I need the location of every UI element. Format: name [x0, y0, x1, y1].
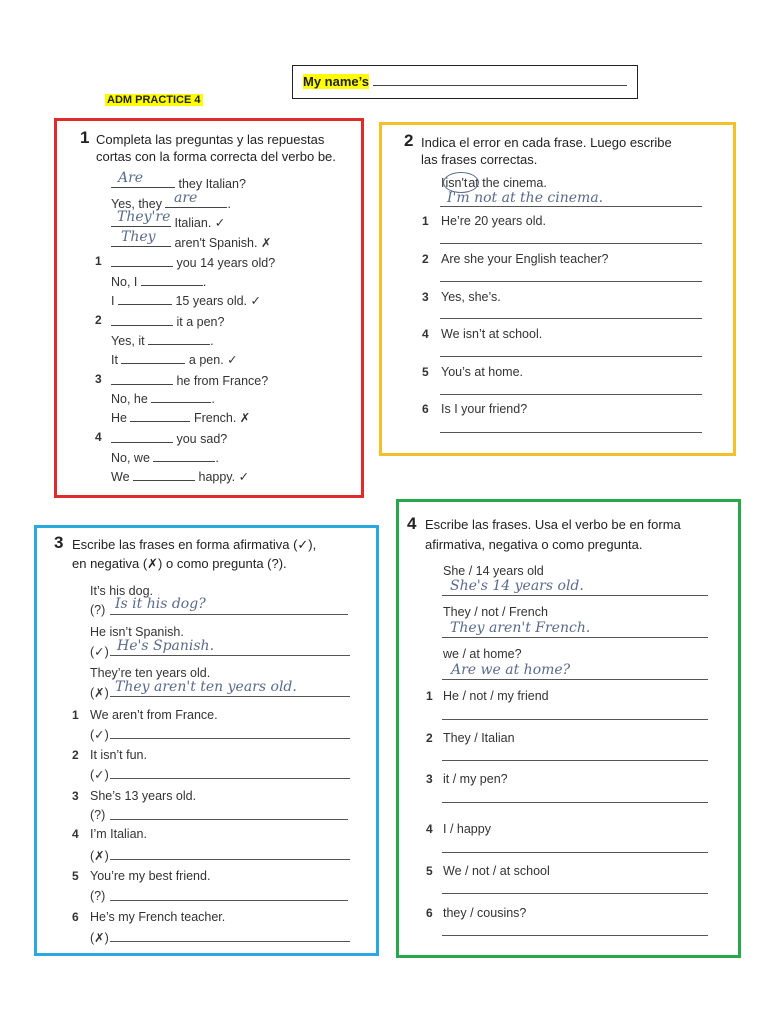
exercise-2-box [379, 122, 736, 456]
handwritten-answer: are [174, 190, 198, 206]
answer-blank[interactable] [118, 292, 172, 305]
ex2-item-number: 2 [422, 252, 429, 266]
exercise-4-number: 4 [407, 514, 417, 533]
handwritten-answer: He's Spanish. [117, 638, 215, 654]
answer-line[interactable] [440, 356, 702, 357]
ex2-example-sentence: Iisn'tat the cinema. [441, 176, 547, 190]
ex1-item-question: it a pen? [111, 313, 224, 329]
answer-blank[interactable] [111, 372, 173, 385]
ex3-item-mark: (?) [90, 889, 106, 903]
answer-line[interactable] [440, 394, 702, 395]
answer-line[interactable] [110, 738, 350, 739]
ex4-item-prompt: they / cousins? [443, 906, 527, 920]
ex2-item-number: 3 [422, 290, 429, 304]
exercise-3-instruction-line-1: Escribe las frases en forma afirmativa (✓), [72, 537, 317, 552]
answer-line [442, 637, 708, 638]
ex2-item-sentence: Are she your English teacher? [441, 252, 609, 266]
ex1-item-number: 3 [95, 372, 102, 386]
ex1-item-question: he from France? [111, 372, 268, 388]
exercise-3-number: 3 [54, 533, 64, 552]
handwritten-answer: She's 14 years old. [450, 578, 584, 594]
exercise-1-number: 1 [80, 128, 90, 147]
ex3-example-sentence: It’s his dog. [90, 584, 154, 598]
answer-line[interactable] [442, 802, 708, 803]
ex4-item-number: 5 [426, 864, 433, 878]
answer-line[interactable] [442, 760, 708, 761]
answer-blank[interactable] [141, 273, 203, 286]
ex3-item-sentence: You’re my best friend. [90, 869, 211, 883]
exercise-4-instruction-line-2: afirmativa, negativa o como pregunta. [425, 537, 643, 552]
name-field[interactable] [292, 65, 638, 99]
answer-line [110, 614, 348, 615]
ex1-example-question: they Italian? [111, 175, 246, 191]
page-title: ADM PRACTICE 4 [107, 94, 201, 106]
answer-blank[interactable] [130, 409, 190, 422]
ex4-example-prompt: They / not / French [443, 605, 548, 619]
ex1-item-number: 4 [95, 430, 102, 444]
ex1-example-negative: aren't Spanish. ✗ [111, 234, 271, 250]
ex3-item-number: 6 [72, 910, 79, 924]
answer-line[interactable] [442, 893, 708, 894]
ex3-example-sentence: He isn’t Spanish. [90, 625, 184, 639]
ex3-item-sentence: He’s my French teacher. [90, 910, 226, 924]
ex1-item-number: 2 [95, 313, 102, 327]
ex2-item-number: 4 [422, 327, 429, 341]
answer-line[interactable] [440, 281, 702, 282]
answer-blank[interactable] [148, 332, 210, 345]
ex1-item-short-answer: No, he . [111, 392, 215, 406]
answer-blank[interactable] [111, 254, 173, 267]
ex4-item-number: 4 [426, 822, 433, 836]
answer-blank[interactable] [111, 430, 173, 443]
ex1-item-number: 1 [95, 254, 102, 268]
answer-line[interactable] [110, 941, 350, 942]
answer-line[interactable] [440, 318, 702, 319]
ex4-example-prompt: She / 14 years old [443, 564, 544, 578]
ex3-item-mark: (✓) [90, 728, 109, 742]
ex1-item-short-answer: No, we . [111, 451, 219, 465]
ex1-item-full-answer: He French. ✗ [111, 411, 251, 425]
ex4-item-prompt: They / Italian [443, 731, 515, 745]
ex3-item-sentence: It isn’t fun. [90, 748, 147, 762]
ex4-item-prompt: He / not / my friend [443, 689, 549, 703]
ex3-item-sentence: We aren’t from France. [90, 708, 218, 722]
ex4-item-number: 6 [426, 906, 433, 920]
ex1-item-full-answer: It a pen. ✓ [111, 353, 238, 367]
answer-line[interactable] [440, 432, 702, 433]
answer-blank[interactable] [151, 390, 211, 403]
ex2-item-number: 5 [422, 365, 429, 379]
ex2-item-number: 1 [422, 214, 429, 228]
handwritten-answer: Are [118, 170, 144, 186]
answer-blank[interactable] [121, 351, 185, 364]
exercise-2-instruction-line-1: Indica el error en cada frase. Luego escribe [421, 135, 672, 150]
answer-blank[interactable] [111, 313, 173, 326]
ex3-item-sentence: She’s 13 years old. [90, 789, 197, 803]
ex2-item-number: 6 [422, 402, 429, 416]
answer-line[interactable] [440, 243, 702, 244]
ex3-item-mark: (✓) [90, 768, 109, 782]
answer-line[interactable] [110, 778, 350, 779]
handwritten-answer: Are we at home? [451, 662, 571, 678]
answer-line[interactable] [442, 935, 708, 936]
ex4-item-number: 2 [426, 731, 433, 745]
ex4-item-prompt: We / not / at school [443, 864, 550, 878]
ex1-item-full-answer: We happy. ✓ [111, 470, 250, 484]
answer-line[interactable] [442, 852, 708, 853]
ex3-item-mark: (✗) [90, 931, 109, 945]
ex2-item-sentence: He’re 20 years old. [441, 214, 546, 228]
ex4-item-number: 3 [426, 772, 433, 786]
answer-line[interactable] [442, 719, 708, 720]
name-blank[interactable] [373, 73, 627, 86]
ex3-item-mark: (?) [90, 808, 106, 822]
exercise-1-instruction-line-2: cortas con la forma correcta del verbo be. [96, 149, 336, 164]
handwritten-answer: They aren't ten years old. [115, 679, 297, 695]
ex3-example-sentence: They’re ten years old. [90, 666, 211, 680]
answer-line [442, 679, 708, 680]
exercise-2-number: 2 [404, 131, 414, 150]
ex3-example-mark: (✗) [90, 686, 109, 700]
answer-line[interactable] [110, 900, 348, 901]
answer-line [442, 595, 708, 596]
ex3-item-number: 4 [72, 827, 79, 841]
ex1-item-question: you sad? [111, 430, 227, 446]
ex3-item-number: 2 [72, 748, 79, 762]
ex1-example-yes: Yes, they . [111, 197, 231, 211]
ex3-item-mark: (✗) [90, 849, 109, 863]
handwritten-answer: Is it his dog? [115, 596, 206, 612]
ex3-item-number: 1 [72, 708, 79, 722]
ex3-item-number: 3 [72, 789, 79, 803]
answer-blank[interactable] [133, 468, 195, 481]
ex4-example-prompt: we / at home? [443, 647, 522, 661]
answer-line[interactable] [110, 859, 350, 860]
ex3-item-number: 5 [72, 869, 79, 883]
handwritten-answer: They're [117, 209, 171, 225]
name-label: My name’s [303, 74, 369, 89]
ex3-example-mark: (?) [90, 603, 106, 617]
ex4-item-prompt: it / my pen? [443, 772, 508, 786]
answer-line [110, 696, 350, 697]
exercise-4-instruction-line-1: Escribe las frases. Usa el verbo be en forma [425, 517, 681, 532]
exercise-3-instruction-line-2: en negativa (✗) o como pregunta (?). [72, 556, 287, 571]
ex3-example-mark: (✓) [90, 645, 109, 659]
answer-line [110, 655, 350, 656]
ex2-item-sentence: Is I your friend? [441, 402, 528, 416]
ex4-item-number: 1 [426, 689, 433, 703]
exercise-3-box [34, 525, 379, 956]
ex1-item-question: you 14 years old? [111, 254, 275, 270]
ex1-example-positive: Italian. ✓ [111, 214, 225, 230]
ex3-item-sentence: I’m Italian. [90, 827, 147, 841]
ex2-item-sentence: You’s at home. [441, 365, 524, 379]
ex1-item-short-answer: No, I . [111, 275, 207, 289]
ex2-item-sentence: We isn’t at school. [441, 327, 543, 341]
handwritten-answer: I'm not at the cinema. [447, 190, 604, 206]
ex4-item-prompt: I / happy [443, 822, 491, 836]
ex1-item-full-answer: I 15 years old. ✓ [111, 294, 261, 308]
exercise-1-instruction-line-1: Completa las preguntas y las repuestas [96, 132, 325, 147]
answer-line [440, 206, 702, 207]
handwritten-answer: They aren't French. [450, 620, 591, 636]
handwritten-answer: They [121, 229, 156, 245]
answer-line[interactable] [110, 819, 348, 820]
ex2-item-sentence: Yes, she’s. [441, 290, 501, 304]
exercise-2-instruction-line-2: las frases correctas. [421, 152, 538, 167]
answer-blank[interactable] [153, 449, 215, 462]
ex1-item-short-answer: Yes, it . [111, 334, 214, 348]
